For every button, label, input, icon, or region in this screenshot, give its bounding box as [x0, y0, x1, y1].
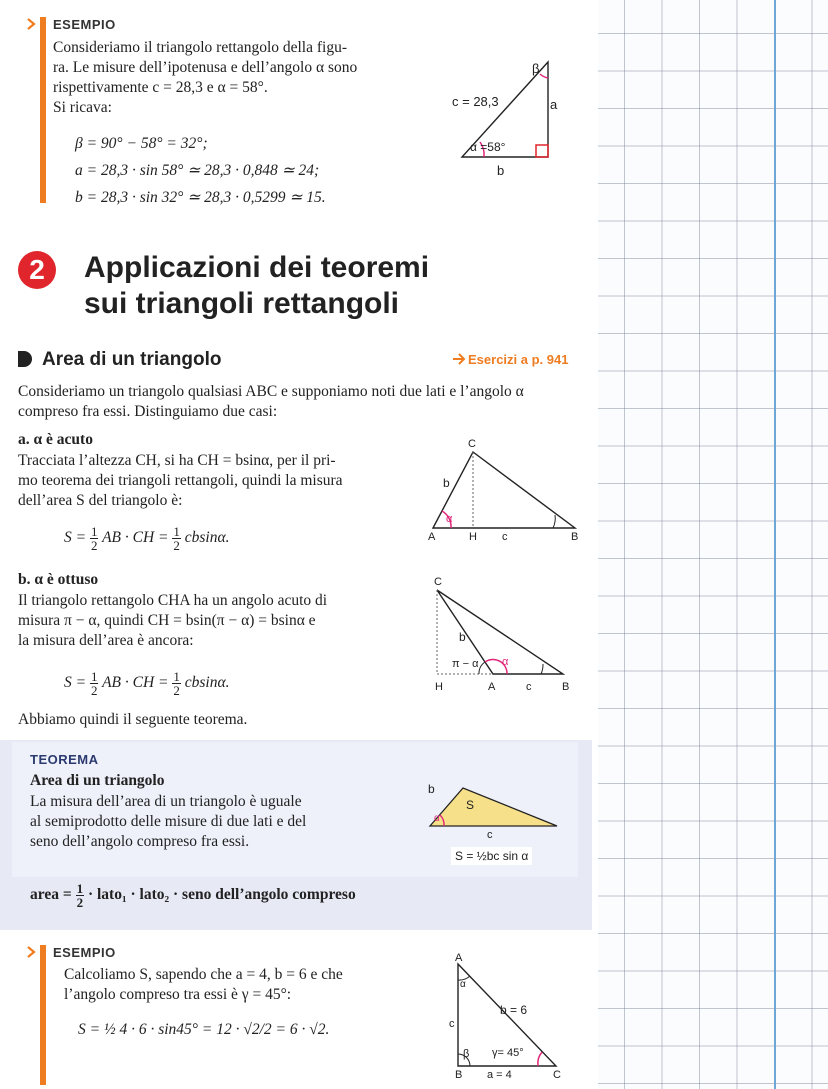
- fraction-den: 2: [76, 895, 84, 910]
- exercise-arrow-icon: [452, 352, 466, 370]
- fig-b-b: b: [459, 630, 466, 644]
- case-a-text: [18, 451, 398, 511]
- fraction-num: 1: [90, 669, 98, 684]
- case-b-text: [18, 591, 398, 651]
- ex2-c: c: [449, 1018, 455, 1030]
- thm-fig-c: c: [487, 829, 493, 841]
- conclusion-text: Abbiamo quindi il seguente teorema.: [18, 711, 248, 728]
- formula-part: cbsinα.: [184, 529, 230, 547]
- text-line: misura π − α, quindi CH = bsin(π − α) = bsinα e: [18, 612, 316, 629]
- case-a-formula: [64, 525, 230, 552]
- text-line: Tracciata l’altezza CH, si ha CH = bsinα, per il pri-: [18, 452, 336, 469]
- text-line: Si ricava:: [53, 99, 112, 116]
- fig-b-H: H: [435, 681, 443, 693]
- text-line: Il triangolo rettangolo CHA ha un angolo acuto di: [18, 592, 328, 609]
- fig1-c: c = 28,3: [452, 94, 499, 109]
- exercise-link[interactable]: Esercizi a p. 941: [468, 352, 569, 367]
- fraction: [90, 670, 99, 697]
- fig-b-B: B: [562, 681, 570, 693]
- obtuse-triangle-figure: [425, 580, 585, 685]
- thm-fig-b: b: [428, 782, 435, 796]
- formula-line: a = 28,3 · sin 58° ≃ 28,3 · 0,848 ≃ 24;: [75, 162, 320, 179]
- formula-part: AB · CH =: [102, 529, 169, 547]
- section-title: [84, 250, 429, 322]
- fraction-num: 1: [90, 524, 98, 539]
- intro-text: [18, 382, 603, 422]
- fraction-num: 1: [76, 881, 84, 896]
- theorem-label: TEOREMA: [30, 752, 99, 767]
- formula-part: S =: [64, 529, 87, 547]
- example-text: [53, 38, 403, 118]
- notebook-margin-line: [774, 0, 776, 1089]
- formula-part: AB · CH =: [102, 674, 169, 692]
- acute-triangle-figure: [425, 440, 585, 540]
- example-label: ESEMPIO: [53, 945, 116, 960]
- text-line: mo teorema dei triangoli rettangoli, quindi la misura: [18, 472, 343, 489]
- text-line: La misura dell’area di un triangolo è uguale: [30, 793, 302, 810]
- ex2-A: A: [455, 952, 463, 964]
- fraction: [90, 525, 99, 552]
- fraction: [172, 525, 181, 552]
- example2-formula: S = ½ 4 · 6 · sin45° = 12 · √2/2 = 6 · √2.: [78, 1021, 330, 1038]
- example-arrow-icon: [26, 17, 38, 36]
- thm-fig-alpha: α: [434, 813, 440, 824]
- text-line: rispettivamente c = 28,3 e α = 58°.: [53, 79, 268, 96]
- section-title-line: sui triangoli rettangoli: [84, 287, 400, 320]
- ex2-alpha: α: [460, 979, 466, 990]
- area-heading: Area di un triangolo: [42, 349, 222, 370]
- case-b-formula: [64, 670, 230, 697]
- theorem-formula: [30, 882, 356, 909]
- fig-a-c: c: [502, 531, 508, 543]
- fig1-a: a: [550, 97, 558, 112]
- example2-text: [64, 965, 404, 1005]
- formula-line: b = 28,3 · sin 32° ≃ 28,3 · 0,5299 ≃ 15.: [75, 189, 326, 206]
- fig-a-A: A: [428, 531, 436, 543]
- text-line: l’angolo compreso tra essi è γ = 45°:: [64, 986, 292, 1003]
- fraction-num: 1: [173, 669, 180, 684]
- fig-a-alpha: α: [446, 513, 453, 525]
- formula-part: area =: [30, 886, 72, 904]
- text-line: Consideriamo il triangolo rettangolo della figu-: [53, 39, 348, 56]
- example-bar: [40, 945, 46, 1085]
- fig-b-pi-alpha: π − α: [452, 658, 479, 670]
- ex2-a: a = 4: [487, 1069, 512, 1081]
- text-line: dell’area S del triangolo è:: [18, 492, 183, 509]
- ex2-gamma: γ= 45°: [492, 1047, 524, 1059]
- fraction-den: 2: [173, 683, 180, 698]
- fig1-b: b: [497, 163, 505, 178]
- ex2-B: B: [455, 1069, 463, 1081]
- example-formulas: [75, 130, 326, 211]
- formula-part: cbsinα.: [184, 674, 230, 692]
- fig-a-C: C: [468, 438, 476, 450]
- example-bar: [40, 17, 46, 203]
- fraction-num: 1: [173, 524, 180, 539]
- notebook-grid: [598, 0, 828, 1089]
- fraction: [76, 882, 85, 909]
- ex2-b: b = 6: [500, 1003, 528, 1017]
- text-line: seno dell’angolo compreso fra essi.: [30, 833, 250, 850]
- section-number: 2: [18, 251, 56, 289]
- theorem-title: Area di un triangolo: [30, 772, 165, 789]
- formula-part: · lato₁ · lato₂ · seno dell’angolo compreso: [87, 886, 356, 904]
- example-arrow-icon: [26, 945, 38, 964]
- text-line: ra. Le misure dell’ipotenusa e dell’angolo α sono: [53, 59, 358, 76]
- theorem-text: [30, 792, 390, 852]
- formula-part: S =: [64, 674, 87, 692]
- text-line: la misura dell’area è ancora:: [18, 632, 194, 649]
- fraction-den: 2: [173, 538, 180, 553]
- thm-fig-formula: S = ½bc sin α: [451, 847, 532, 865]
- heading-bullet-icon: [18, 351, 32, 372]
- case-a-heading: a. α è acuto: [18, 431, 93, 448]
- text-line: Consideriamo un triangolo qualsiasi ABC e supponiamo noti due lati e l’angolo α: [18, 383, 524, 400]
- fig-a-H: H: [469, 531, 477, 543]
- fig-b-alpha: α: [502, 656, 509, 668]
- section-title-line: Applicazioni dei teoremi: [84, 251, 430, 284]
- thm-fig-S: S: [466, 798, 475, 812]
- fig-a-b: b: [443, 476, 450, 490]
- ex2-beta: β: [463, 1048, 470, 1060]
- formula-line: β = 90° − 58° = 32°;: [75, 135, 208, 152]
- fraction-den: 2: [90, 683, 98, 698]
- fig-b-c: c: [526, 681, 532, 693]
- fig1-alpha: α =58°: [470, 140, 506, 154]
- text-line: compreso fra essi. Distinguiamo due casi:: [18, 403, 278, 420]
- case-b-heading: b. α è ottuso: [18, 571, 99, 588]
- fig1-beta: β: [532, 61, 540, 76]
- text-line: al semiprodotto delle misure di due lati e del: [30, 813, 307, 830]
- fraction-den: 2: [90, 538, 98, 553]
- example-label: ESEMPIO: [53, 17, 116, 32]
- fraction: [172, 670, 181, 697]
- fig-b-A: A: [488, 681, 496, 693]
- theorem-triangle-figure: [425, 780, 565, 836]
- text-line: Calcoliamo S, sapendo che a = 4, b = 6 e che: [64, 966, 343, 983]
- right-triangle-figure: [440, 52, 570, 182]
- fig-b-C: C: [434, 576, 442, 588]
- ex2-C: C: [553, 1069, 561, 1081]
- fig-a-B: B: [571, 531, 579, 543]
